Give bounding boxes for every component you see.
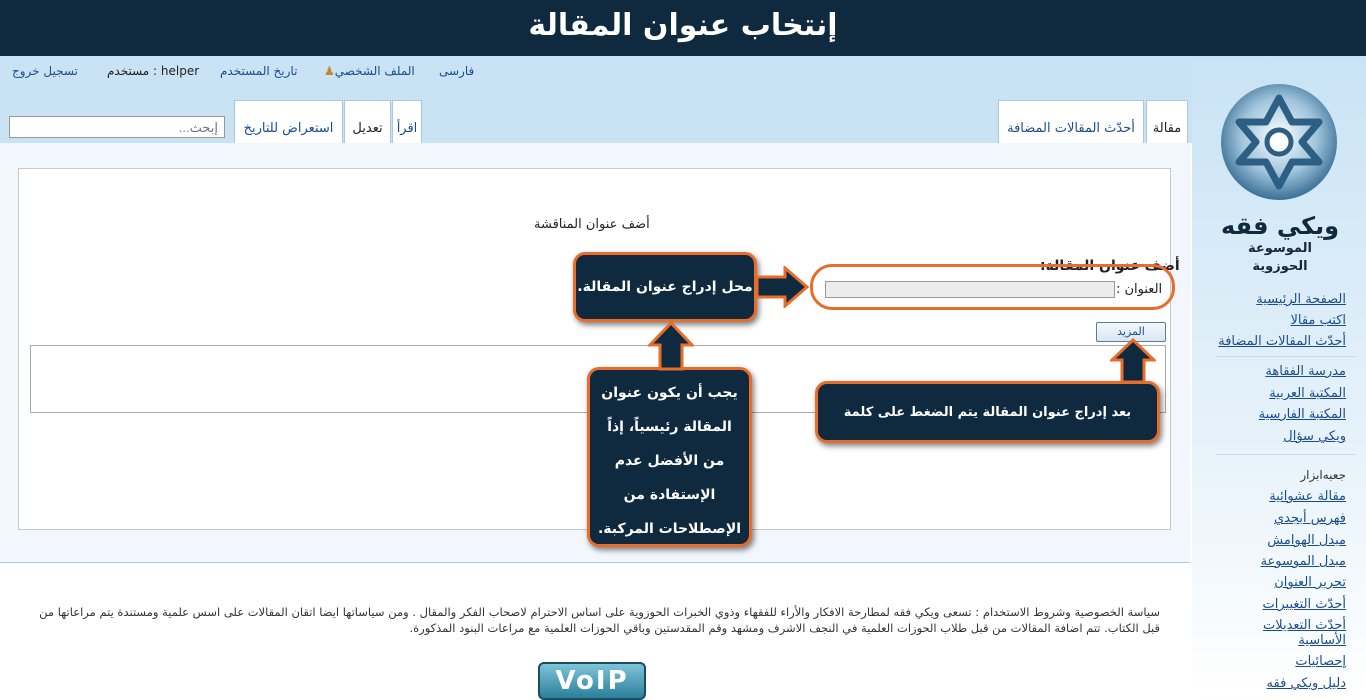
personal-bar bbox=[12, 64, 78, 78]
logo-title: ويكي فقه bbox=[1220, 212, 1340, 240]
language-wrap bbox=[439, 64, 474, 78]
language-link[interactable]: فارسی bbox=[439, 64, 475, 78]
tab-read[interactable] bbox=[392, 100, 422, 143]
advice-line: الإصطلاحات المركبة. bbox=[597, 521, 742, 537]
advice-line: المقالة رئيسياً، إذاً bbox=[607, 419, 732, 435]
sidebar-item-main-page[interactable]: الصفحة الرئيسية bbox=[1256, 292, 1346, 307]
discussion-title: أضف عنوان المناقشة bbox=[534, 217, 650, 232]
user-label: : مستخدم bbox=[107, 64, 158, 78]
callout-title-place-text: محل إدراج عنوان المقالة. bbox=[577, 279, 753, 295]
tab-article[interactable] bbox=[1146, 100, 1188, 143]
sidebar-item-stats[interactable]: إحصائيات bbox=[1295, 654, 1346, 669]
sidebar-item-guide[interactable]: دليل ويكي فقه bbox=[1266, 676, 1346, 691]
sidebar-item-write-article[interactable]: اكتب مقالا bbox=[1290, 313, 1346, 328]
profile-label: الملف الشخصي bbox=[334, 64, 415, 78]
profile-link[interactable] bbox=[324, 64, 415, 78]
sidebar-item-wiki-question[interactable]: ويكي سؤال bbox=[1283, 429, 1346, 444]
sidebar-item-encyclopedia[interactable]: مبدل الموسوعة bbox=[1260, 554, 1346, 569]
sidebar-item-recent-added[interactable]: أحدّث المقالات المضافة bbox=[1218, 334, 1346, 349]
page-banner bbox=[0, 0, 1366, 56]
user-history-link[interactable]: تاريخ المستخدم bbox=[220, 64, 298, 78]
username[interactable]: helper bbox=[160, 64, 200, 78]
advice-line: يجب أن يكون عنوان bbox=[601, 385, 738, 401]
logout-link[interactable]: تسجيل خروج bbox=[12, 64, 78, 78]
callout-title-place bbox=[573, 252, 757, 322]
tab-recent-added[interactable] bbox=[998, 100, 1144, 143]
voip-badge[interactable]: VoIP bbox=[538, 662, 646, 700]
tab-read-label: اقرأ bbox=[396, 121, 418, 136]
banner-title: إنتخاب عنوان المقالة bbox=[528, 8, 838, 43]
sidebar-item-footnotes[interactable]: مبدل الهوامش bbox=[1267, 533, 1346, 548]
callout-after-insert-text: بعد إدراج عنوان المقالة يتم الضغط على كلمة (المزيد). bbox=[843, 405, 1132, 478]
title-label: العنوان : bbox=[1116, 282, 1163, 297]
tab-edit[interactable] bbox=[344, 100, 391, 143]
history-wrap bbox=[220, 64, 297, 78]
tab-view-history[interactable] bbox=[234, 100, 343, 143]
footer-text: سياسة الخصوصية وشروط الاستخدام : تسعى ويكي فقه لمطارحة الافكار والأراء للفقهاء وذوي الخبرات الحوزوية على اساس الاحترام لاصحاب الفكر والمقال . ومن سياساتها ايضا اتقان المقالات على اسس علمية ومستندة يتم مراعاتها من قبل الكتاب. تتم اضافة المقالات من قبل طلاب الحوزات العلمية في النجف الاشرف ومشهد وقم المقدستين وباقي الحوزات العلمية مع مراعات البنود المذكورة. bbox=[39, 605, 1160, 635]
profile-wrap bbox=[324, 64, 415, 78]
sidebar-item-arabic-library[interactable]: المكتبة العربية bbox=[1269, 386, 1346, 401]
arrow-up-icon bbox=[1110, 338, 1156, 384]
tab-recent-label: أحدّث المقالات المضافة bbox=[1007, 121, 1135, 136]
sidebar-item-recent-changes[interactable]: أحدّث التغييرات bbox=[1262, 597, 1346, 612]
arrow-up-icon bbox=[648, 321, 694, 371]
site-logo[interactable] bbox=[1214, 80, 1344, 210]
add-title-heading: أضف عنوان المقالة: bbox=[1040, 258, 1180, 274]
advice-line: الإستفادة من bbox=[623, 487, 716, 503]
sidebar-divider bbox=[1216, 454, 1356, 455]
logo-subtitle: الموسوعة الحوزوية bbox=[1248, 241, 1312, 274]
tab-article-label: مقالة bbox=[1152, 121, 1182, 136]
logo-text bbox=[1220, 212, 1340, 276]
sidebar-item-persian-library[interactable]: المكتبة الفارسية bbox=[1258, 407, 1346, 422]
advice-line: من الأفضل عدم bbox=[614, 453, 725, 469]
sidebar-item-recent-major[interactable]: أحدّث التعديلات الأساسية bbox=[1262, 618, 1346, 648]
sidebar-item-alpha-index[interactable]: فهرس أبجدي bbox=[1273, 511, 1346, 526]
sidebar-item-edit-title[interactable]: تحرير العنوان bbox=[1274, 575, 1346, 590]
tab-history-label: استعراض للتاريخ bbox=[243, 121, 334, 136]
tab-edit-label: تعديل bbox=[352, 121, 383, 136]
sidebar-tools-heading: جعبه‌ابزار bbox=[1300, 468, 1346, 482]
arrow-right-icon bbox=[755, 266, 810, 308]
title-highlight bbox=[810, 264, 1175, 310]
sidebar-divider bbox=[1216, 356, 1356, 357]
footer-divider bbox=[0, 562, 1190, 563]
search-input[interactable] bbox=[9, 116, 225, 138]
user-info bbox=[107, 64, 199, 78]
sidebar-item-random[interactable]: مقالة عشوائية bbox=[1269, 489, 1346, 504]
callout-title-advice bbox=[587, 367, 752, 547]
sidebar-item-fiqh-school[interactable]: مدرسة الفقاهة bbox=[1265, 364, 1346, 379]
callout-after-insert bbox=[815, 381, 1160, 478]
more-button[interactable]: المزيد bbox=[1096, 322, 1166, 342]
user-icon: ♟ bbox=[324, 64, 335, 78]
